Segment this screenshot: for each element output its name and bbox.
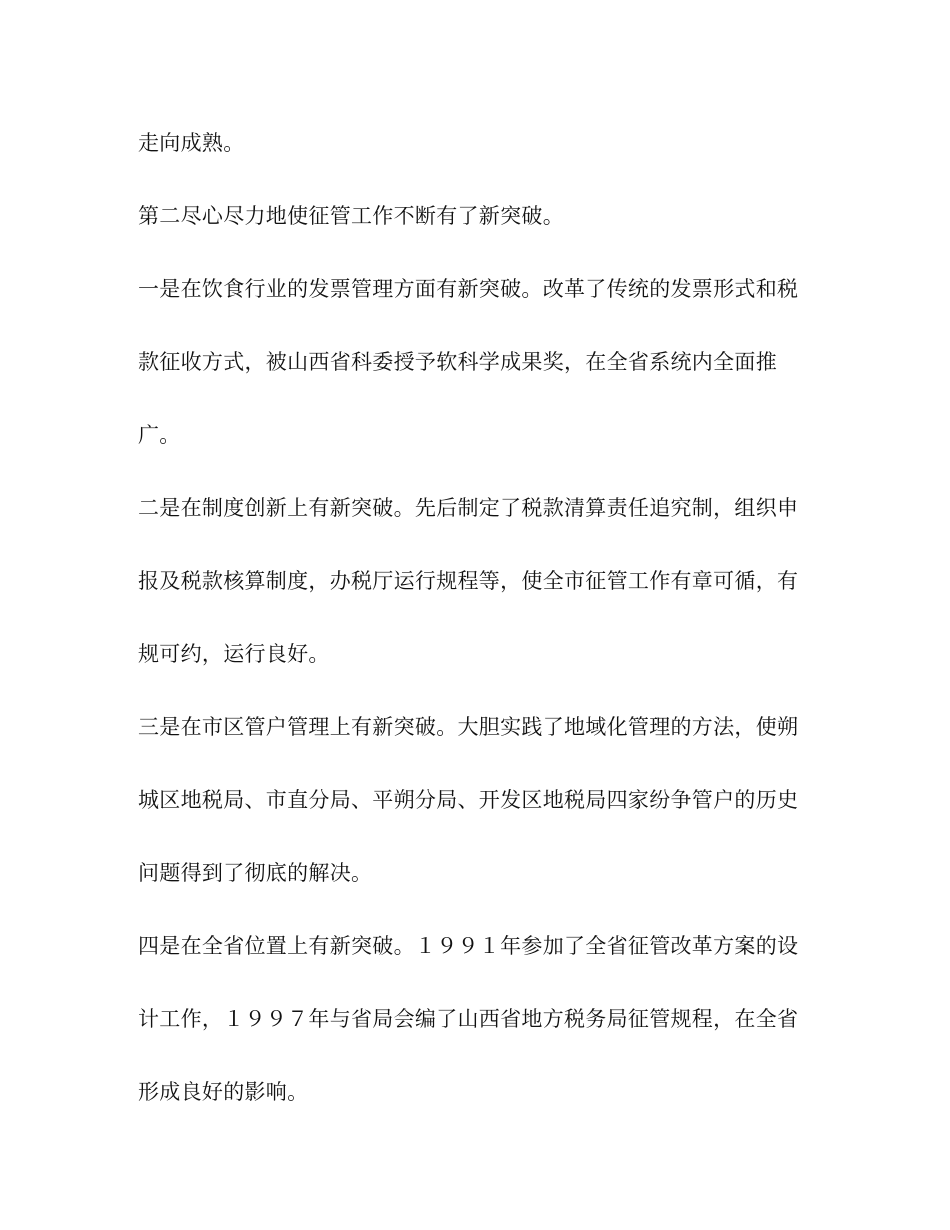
text-line: 款征收方式，被山西省科委授予软科学成果奖，在全省系统内全面推 [138,350,777,374]
text-line: 广。 [138,423,181,447]
text-line: 形成良好的影响。 [138,1080,309,1104]
text-line: 问题得到了彻底的解决。 [138,861,373,885]
text-line: 三是在市区管户管理上有新突破。大胆实践了地域化管理的方法，使朔 [138,715,799,739]
text-line: 四是在全省位置上有新突破。１９９１年参加了全省征管改革方案的设 [138,934,799,958]
text-line: 报及税款核算制度，办税厅运行规程等，使全市征管工作有章可循，有 [138,569,799,593]
text-line: 城区地税局、市直分局、平朔分局、开发区地税局四家纷争管户的历史 [138,788,799,812]
text-line: 二是在制度创新上有新突破。先后制定了税款清算责任追究制，组织申 [138,496,799,520]
text-line: 规可约，运行良好。 [138,642,330,666]
text-line: 计工作，１９９７年与省局会编了山西省地方税务局征管规程，在全省 [138,1007,799,1031]
text-line: 一是在饮食行业的发票管理方面有新突破。改革了传统的发票形式和税 [138,277,799,301]
text-line: 走向成熟。 [138,131,245,155]
text-line: 第二尽心尽力地使征管工作不断有了新突破。 [138,204,564,228]
